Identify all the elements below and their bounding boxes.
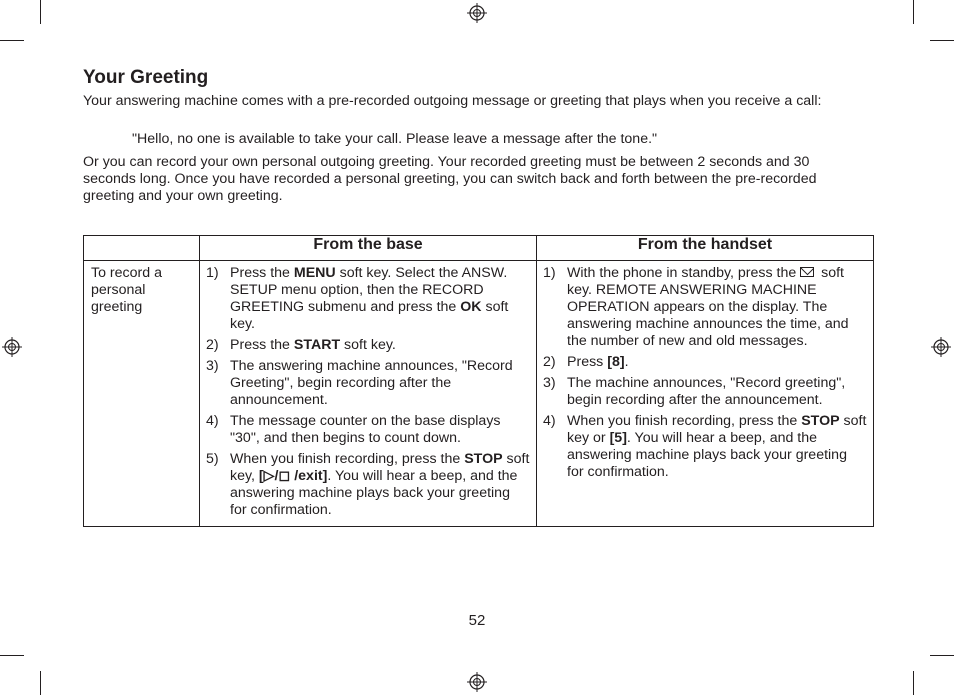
step-text: Press: [567, 354, 608, 370]
step-text: soft key.: [340, 337, 396, 353]
default-greeting-quote: "Hello, no one is available to take your call. Please leave a message after the tone.": [132, 131, 658, 147]
key-label: [8]: [607, 354, 625, 370]
play-stop-exit-key-label: [▷/◻ /exit]: [258, 468, 328, 484]
step-number: 2): [206, 337, 219, 353]
crop-mark: [0, 40, 24, 41]
step-text: When you finish recording, press the: [230, 451, 465, 467]
crop-mark: [913, 0, 914, 24]
list-item: [206, 413, 530, 447]
step-number: 3): [206, 358, 219, 374]
step-text: The answering machine announces, "Record Greeting", begin recording after the announcement.: [230, 358, 513, 408]
table-header-row: [84, 236, 874, 261]
step-text: soft key. Select the ANSW. SETUP menu option, then the RECORD GREETING submenu and press the: [230, 265, 508, 315]
table-header-base: From the base: [200, 236, 537, 261]
table-header-empty: [84, 236, 200, 261]
list-item: [543, 413, 867, 481]
step-number: 2): [543, 354, 556, 370]
page-number: 52: [468, 612, 486, 629]
base-steps-list: [206, 265, 530, 519]
step-text: With the phone in standby, press the: [567, 265, 801, 281]
step-text: soft key or: [567, 413, 867, 446]
step-text: The machine announces, "Record greeting", begin recording after the announcement.: [567, 375, 846, 408]
key-label: STOP: [464, 451, 503, 467]
key-label: START: [293, 337, 341, 353]
registration-mark-icon: [2, 337, 22, 357]
body-paragraph: Or you can record your own personal outgoing greeting. Your recorded greeting must be between 2 seconds and 30 seconds long. Once you have recorded a personal greeting, you can switch back and forth between the pre-recorded greeting and your own greeting.: [83, 154, 817, 204]
crop-mark: [40, 0, 41, 24]
step-text: . You will hear a beep, and the answering machine plays back your greeting for confirmation.: [567, 430, 847, 480]
base-steps-cell: [200, 261, 537, 527]
step-text: soft key.: [230, 299, 509, 332]
list-item: [543, 375, 867, 409]
step-text: Press the: [230, 265, 294, 281]
step-text: soft key,: [230, 451, 530, 484]
list-item: [206, 337, 530, 354]
step-text: Press the: [230, 337, 294, 353]
crop-mark: [0, 655, 24, 656]
key-label: OK: [460, 299, 482, 315]
key-label: STOP: [801, 413, 840, 429]
list-item: [543, 354, 867, 371]
step-number: 4): [206, 413, 219, 429]
step-text: .: [624, 354, 629, 370]
intro-paragraph: Your answering machine comes with a pre-recorded outgoing message or greeting that plays when you receive a call:: [83, 93, 822, 109]
step-text: When you finish recording, press the: [567, 413, 802, 429]
step-number: 4): [543, 413, 556, 429]
step-number: 3): [543, 375, 556, 391]
instructions-table: [83, 235, 874, 527]
step-text: The message counter on the base displays "30", and then begins to count down.: [230, 413, 501, 446]
crop-mark: [40, 671, 41, 695]
key-label: [5]: [609, 430, 627, 446]
crop-mark: [930, 40, 954, 41]
list-item: [206, 265, 530, 333]
table-header-handset: From the handset: [537, 236, 874, 261]
list-item: [206, 358, 530, 409]
step-number: 1): [206, 265, 219, 281]
registration-mark-icon: [467, 672, 487, 692]
row-label: [84, 261, 200, 527]
step-text: . You will hear a beep, and the answering machine plays back your greeting for confirmation.: [230, 468, 518, 518]
crop-mark: [913, 671, 914, 695]
section-title: Your Greeting: [83, 67, 209, 88]
handset-steps-list: [543, 265, 867, 481]
registration-mark-icon: [467, 3, 487, 23]
step-number: 1): [543, 265, 556, 281]
step-text: soft key. REMOTE ANSWERING MACHINE OPERATION appears on the display. The answering machine announces the time, and the number of new and old messages.: [567, 265, 849, 349]
key-label: MENU: [293, 265, 336, 281]
row-label-text: To record a personal greeting: [91, 265, 162, 315]
step-number: 5): [206, 451, 219, 467]
crop-mark: [930, 655, 954, 656]
registration-mark-icon: [931, 337, 951, 357]
envelope-icon: [800, 267, 814, 277]
table-row: [84, 261, 874, 527]
handset-steps-cell: [537, 261, 874, 527]
list-item: [543, 265, 867, 350]
list-item: [206, 451, 530, 519]
